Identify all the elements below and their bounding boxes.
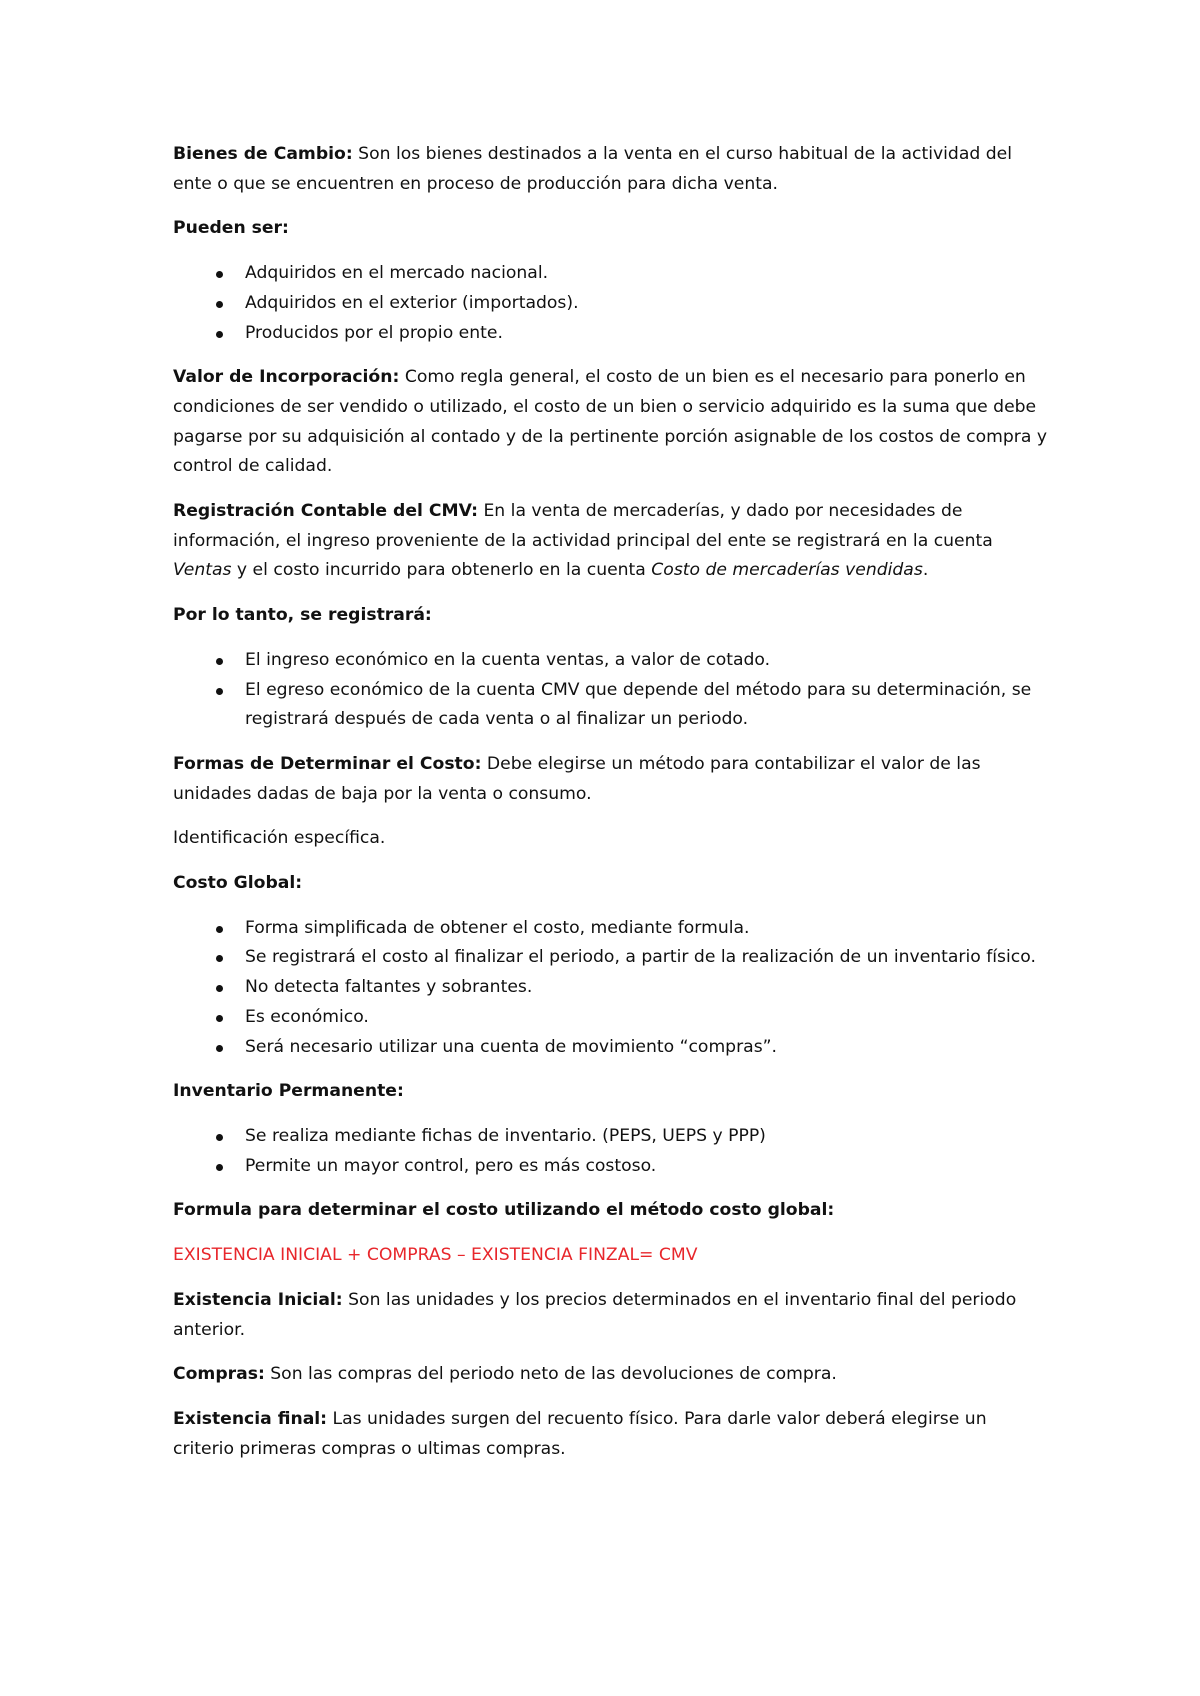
paragraph-text: y el costo incurrido para obtenerlo en la cuenta <box>231 560 652 581</box>
paragraph-registracion <box>173 497 1050 586</box>
list-item <box>173 646 1050 676</box>
paragraph-text: Son los bienes destinados a la venta en el curso habitual de la actividad del ente o que se encuentren en proceso de producción para dicha venta. <box>173 144 1013 194</box>
bullet-icon <box>216 1134 223 1141</box>
list-item-text: Forma simplificada de obtener el costo, mediante formula. <box>245 917 750 938</box>
paragraph-text: Las unidades surgen del recuento físico. Para darle valor deberá elegirse un criterio primeras compras o ultimas compras. <box>173 1408 987 1459</box>
list-item-text: Permite un mayor control, pero es más costoso. <box>245 1155 657 1176</box>
list-item-text: Adquiridos en el exterior (importados). <box>245 292 579 313</box>
paragraph-valor-incorporacion <box>173 363 1050 482</box>
heading-inventario-permanente: Inventario Permanente: <box>173 1081 404 1102</box>
bullet-icon <box>216 955 223 962</box>
paragraph-compras <box>173 1360 1050 1390</box>
list-item-text: Será necesario utilizar una cuenta de movimiento “compras”. <box>245 1036 778 1057</box>
list-item <box>173 914 1050 944</box>
term-label: Formas de Determinar el Costo: <box>173 753 482 774</box>
list-item <box>173 259 1050 289</box>
list-item-text: Producidos por el propio ente. <box>245 322 503 343</box>
term-label: Valor de Incorporación: <box>173 367 400 388</box>
term-label: Registración Contable del CMV: <box>173 501 478 522</box>
term-label: Compras: <box>173 1364 265 1385</box>
term-label: Existencia Inicial: <box>173 1289 343 1310</box>
paragraph-existencia-final <box>173 1405 1050 1464</box>
heading-por-lo-tanto: Por lo tanto, se registrará: <box>173 605 432 626</box>
heading-pueden-ser: Pueden ser: <box>173 218 289 239</box>
list-item-text: El egreso económico de la cuenta CMV que depende del método para su determinación, se registrará después de cada venta o al finalizar un periodo. <box>245 679 1032 730</box>
paragraph-existencia-inicial <box>173 1286 1050 1345</box>
bullet-icon <box>216 688 223 695</box>
list-inventario-permanente <box>173 1122 1050 1181</box>
bullet-icon <box>216 658 223 665</box>
term-label: Existencia final: <box>173 1408 328 1429</box>
list-item <box>173 973 1050 1003</box>
paragraph-text: Como regla general, el costo de un bien es el necesario para ponerlo en condiciones de ser vendido o utilizado, el costo de un bien o servicio adquirido es la suma que debe pagarse por su adquisición al contado y de la pertinente porción asignable de los costos de compra y control de calidad. <box>173 367 1047 477</box>
list-item <box>173 319 1050 349</box>
bullet-icon <box>216 1164 223 1171</box>
paragraph-bienes-de-cambio <box>173 140 1050 199</box>
paragraph-text: En la venta de mercaderías, y dado por necesidades de información, el ingreso proveniente de la actividad principal del ente se registrará en la cuenta <box>173 501 993 551</box>
paragraph-text: Son las compras del periodo neto de las devoluciones de compra. <box>264 1364 837 1385</box>
italic-term-cmv: Costo de mercaderías vendidas <box>651 560 923 581</box>
list-item <box>173 289 1050 319</box>
list-pueden-ser <box>173 259 1050 348</box>
bullet-icon <box>216 301 223 308</box>
list-item-text: Se realiza mediante fichas de inventario. (PEPS, UEPS y PPP) <box>245 1125 766 1146</box>
bullet-icon <box>216 271 223 278</box>
list-por-lo-tanto <box>173 646 1050 735</box>
list-item-text: Adquiridos en el mercado nacional. <box>245 263 549 284</box>
list-item <box>173 1122 1050 1152</box>
list-item <box>173 943 1050 973</box>
list-item-text: Se registrará el costo al finalizar el periodo, a partir de la realización de un inventario físico. <box>245 947 1036 968</box>
term-label: Bienes de Cambio: <box>173 144 353 164</box>
list-item <box>173 1033 1050 1063</box>
paragraph-text: Debe elegirse un método para contabilizar el valor de las unidades dadas de baja por la venta o consumo. <box>173 753 981 804</box>
list-item <box>173 1152 1050 1182</box>
bullet-icon <box>216 1045 223 1052</box>
paragraph-formas-determinar <box>173 750 1050 809</box>
heading-costo-global: Costo Global: <box>173 873 303 894</box>
list-costo-global <box>173 914 1050 1063</box>
bullet-icon <box>216 926 223 933</box>
paragraph-identificacion: Identificación específica. <box>173 828 386 849</box>
formula-expression: EXISTENCIA INICIAL + COMPRAS – EXISTENCIA FINZAL= CMV <box>173 1245 698 1266</box>
list-item-text: No detecta faltantes y sobrantes. <box>245 977 533 998</box>
bullet-icon <box>216 331 223 338</box>
list-item-text: El ingreso económico en la cuenta ventas, a valor de cotado. <box>245 649 771 670</box>
bullet-icon <box>216 985 223 992</box>
list-item-text: Es económico. <box>245 1006 369 1027</box>
heading-formula: Formula para determinar el costo utilizando el método costo global: <box>173 1200 835 1221</box>
list-item <box>173 1003 1050 1033</box>
bullet-icon <box>216 1015 223 1022</box>
paragraph-text: Son las unidades y los precios determinados en el inventario final del periodo anterior. <box>173 1289 1017 1340</box>
paragraph-text: . <box>922 560 929 581</box>
italic-term-ventas: Ventas <box>173 560 232 581</box>
list-item <box>173 676 1050 735</box>
